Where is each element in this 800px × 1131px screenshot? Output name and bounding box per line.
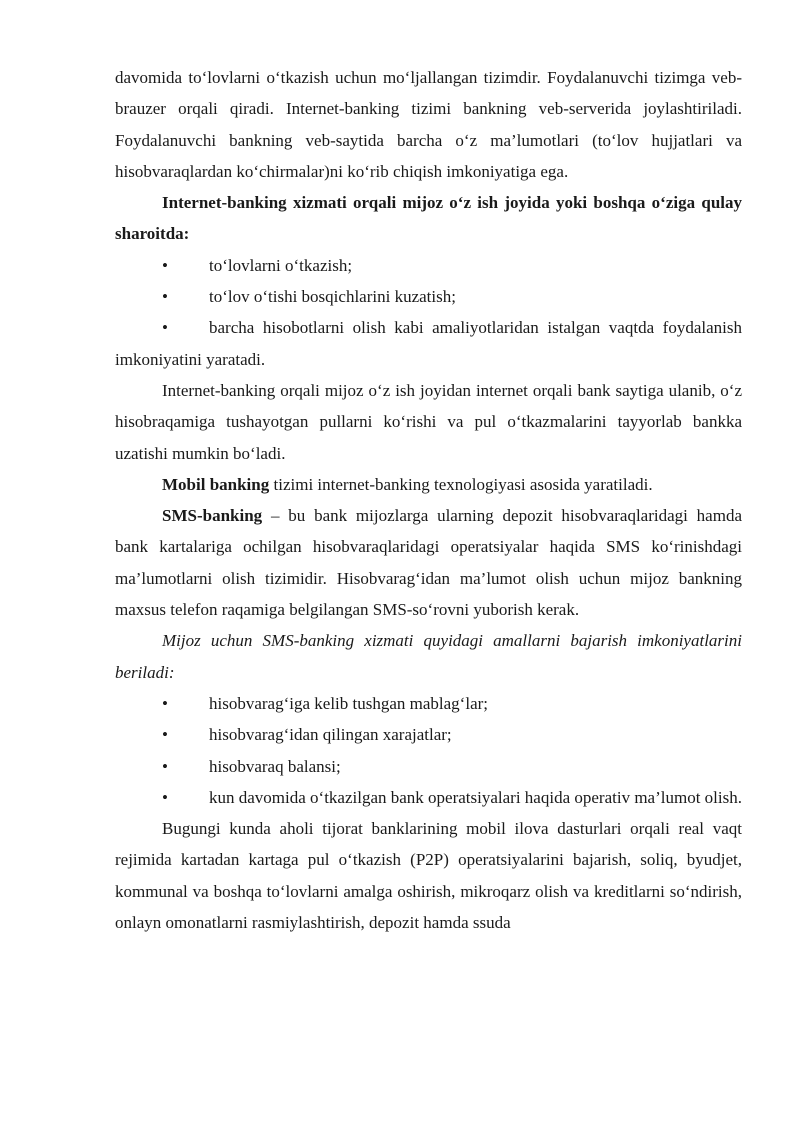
list-item-text: hisobvarag‘iga kelib tushgan mablag‘lar;: [209, 693, 488, 713]
list-item: [115, 312, 742, 375]
list-item-text: kun davomida o‘tkazilgan bank operatsiyalari haqida operativ ma’lumot olish.: [209, 787, 742, 807]
term-mobile-banking: Mobil banking: [162, 474, 270, 494]
bullet-icon: •: [162, 756, 168, 776]
list-item: [115, 250, 742, 281]
list-item-text: to‘lovlarni o‘tkazish;: [209, 255, 353, 275]
bullet-icon: •: [162, 787, 168, 807]
list-item: [115, 688, 742, 719]
list-item: [115, 281, 742, 312]
bullet-icon: •: [162, 693, 168, 713]
paragraph-sms-banking: [115, 500, 742, 625]
paragraph-intro: davomida to‘lovlarni o‘tkazish uchun mo‘ljallangan tizimdir. Foydalanuvchi tizimga veb-brauzer orqali qiradi. Internet-banking tizimi bankning veb-serverida joylashtiriladi. Foydalanuvchi bankning veb-saytida barcha o‘z ma’lumotlari (to‘lov hujjatlari va hisobvaraqlardan ko‘chirmalar)ni ko‘rib chiqish imkoniyatiga ega.: [115, 68, 742, 181]
paragraph-mobile-apps: Bugungi kunda aholi tijorat banklarining mobil ilova dasturlari orqali real vaqt rejimida kartadan kartaga pul o‘tkazish (P2P) operatsiyalarini bajarish, soliq, byudjet, kommunal va boshqa to‘lovlarni amalga oshirish, mikroqarz olish va kreditlarni so‘ndirish, onlayn omonatlarni rasmiylashtirish, depozit hamda ssuda: [115, 819, 742, 933]
term-sms-banking: SMS-banking: [162, 506, 263, 526]
paragraph-sms-banking-text: – bu bank mijozlarga ularning depozit hisobvaraqlaridagi hamda bank kartalariga ochilgan hisobvaraqlaridagi operatsiyalar haqida SMS ko‘rinishdagi ma’lumotlarni olish tizimidir. Hisobvarag‘idan ma’lumot olish uchun mijoz bankning maxsus telefon raqamiga belgilangan SMS-so‘rovni yuborish kerak.: [115, 506, 742, 620]
list-item-text: hisobvaraq balansi;: [209, 756, 341, 776]
list-item: [115, 719, 742, 750]
bullet-icon: •: [162, 287, 168, 307]
list-item-text: to‘lov o‘tishi bosqichlarini kuzatish;: [209, 287, 456, 307]
list-item-text: barcha hisobotlarni olish kabi amaliyotlaridan istalgan vaqtda foydalanish imkoniyatini yaratadi.: [115, 318, 742, 369]
bullet-icon: •: [162, 725, 168, 745]
list-item: [115, 751, 742, 782]
list-item-text: hisobvarag‘idan qilingan xarajatlar;: [209, 725, 452, 745]
document-page: [115, 62, 742, 938]
paragraph-mobile-banking: [115, 469, 742, 500]
paragraph-mobile-banking-text: tizimi internet-banking texnologiyasi asosida yaratiladi.: [269, 474, 653, 494]
list-item: [115, 782, 742, 813]
paragraph-internet-banking-usage: Internet-banking orqali mijoz o‘z ish joyidan internet orqali bank saytiga ulanib, o‘z hisobraqamiga tushayotgan pullarni ko‘rishi va pul o‘tkazmalarini tayyorlab bankka uzatishi mumkin bo‘ladi.: [115, 380, 742, 463]
paragraph-sms-banking-features-heading: Mijoz uchun SMS-banking xizmati quyidagi amallarni bajarish imkoniyatlarini beriladi:: [115, 631, 742, 682]
bullet-icon: •: [162, 318, 168, 338]
paragraph-internet-banking-heading: Internet-banking xizmati orqali mijoz o‘z ish joyida yoki boshqa o‘ziga qulay sharoitda:: [115, 193, 742, 244]
bullet-icon: •: [162, 255, 168, 275]
